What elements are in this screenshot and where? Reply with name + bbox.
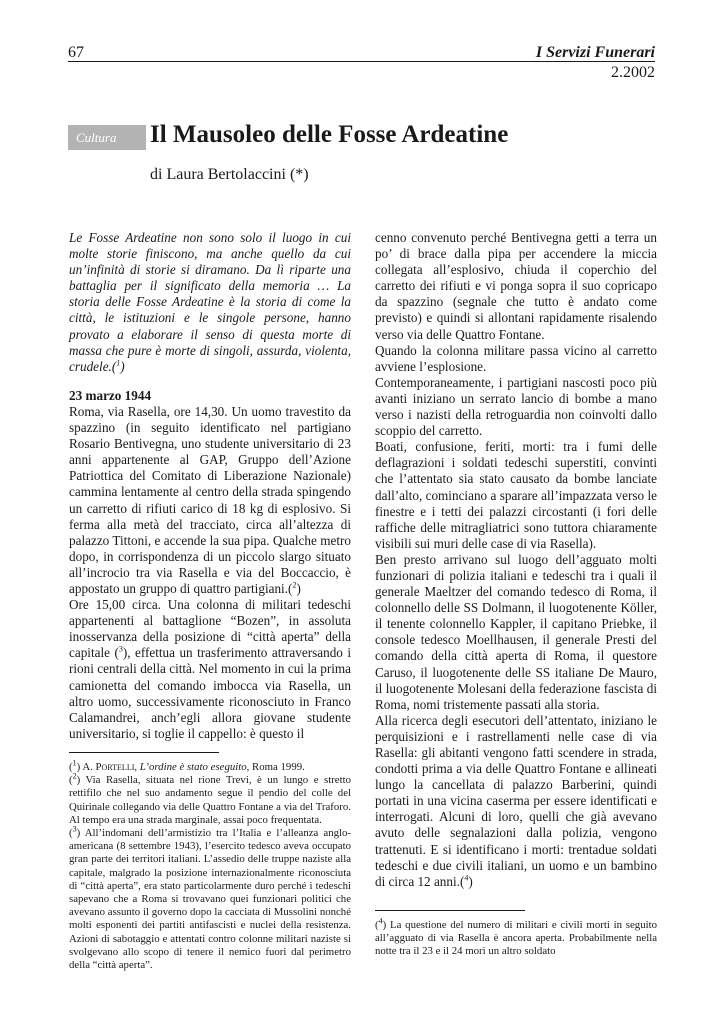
footnote-4: ($^4$) La questione del numero di militari e civili morti in seguito all’agguato di via Rasella è ancora aperta. Probabilmente nella notte tra il 23 e il 24 morì un altro soldato bbox=[375, 916, 657, 958]
page-number: 67 bbox=[68, 44, 84, 61]
footnote-ref: 3 bbox=[118, 644, 123, 654]
footnote-rule bbox=[375, 910, 525, 911]
issue-number: 2.2002 bbox=[611, 64, 655, 81]
right-column bbox=[375, 230, 657, 958]
paragraph-text: Roma, via Rasella, ore 14,30. Un uomo travestito da spazzino (in seguito identificato nel partigiano Rosario Bentivegna, uno studente universitario di 23 anni appartenente al GAP, Gruppo dell’Azione Patriottica del Comitato di Liberazione Nazionale) cammina lentamente al centro della strada spingendo un carretto di rifiuti carico di 18 kg di esplosivo. Si ferma alla metà del tracciato, circa all’altezza di palazzo Tittoni, e accende la sua pipa. Qualche metro dopo, in corrispondenza di un piccolo slargo situato all’incrocio tra via Rasella e via del Boccaccio, è appostato un gruppo di quattro partigiani. bbox=[69, 403, 351, 596]
paragraph: Roma, via Rasella, ore 14,30. Un uomo travestito da spazzino (in seguito identificato nel partigiano Rosario Bentivegna, uno studente universitario di 23 anni appartenente al GAP, Gruppo dell’Azione Patriottica del Comitato di Liberazione Nazionale) cammina lentamente al centro della strada spingendo un carretto di rifiuti carico di 18 kg di esplosivo. Si ferma alla metà del tracciato, circa all’altezza di palazzo Tittoni, e accende la sua pipa. Qualche metro dopo, in corrispondenza di un piccolo slargo situato all’incrocio tra via Rasella e via del Boccaccio, è appostato un gruppo di quattro partigiani.($^2$) bbox=[69, 403, 351, 596]
paragraph-text: ), effettua un trasferimento attraversando i rioni centrali della città. Nel momento in cui la prima camionetta del comando imbocca via Rasella, un altro uomo, successivamente riconosciuto in Franco Calamandrei, anch’egli allora giovane studente universitario, si toglie il cappello: è questo il bbox=[69, 645, 351, 741]
paragraph: Quando la colonna militare passa vicino al carretto avviene l’esplosione. bbox=[375, 342, 657, 374]
paragraph: Alla ricerca degli esecutori dell’attentato, iniziano le perquisizioni e i rastrellamenti nelle case di via Rasella: gli abitanti vengono fatti scendere in strada, condotti prima a via delle Quattro Fontane e allineati lungo la cancellata di palazzo Barberini, quindi portati in una vicina caserma per essere identificati e interrogati. Alcuni di loro, quelli che già avevano avuto delle segnalazioni dalla polizia, vengono trattenuti. E si identificano i morti: trentadue soldati tedeschi e due civili italiani, un uomo e un bambino di circa 12 anni.($^4$) bbox=[375, 712, 657, 889]
footnote-work: L’ordine è stato eseguito bbox=[139, 760, 247, 773]
paragraph bbox=[69, 597, 351, 742]
date-heading: 23 marzo 1944 bbox=[69, 387, 152, 403]
paragraph: Boati, confusione, feriti, morti: tra i fumi delle deflagrazioni i soldati tedeschi superstiti, convinti che l’attentato sia stato causato da bombe lanciate dall’alto, cominciano a sparare all’impazzata verso le finestre e i tetti dei palazzi circostanti (i fori delle raffiche delle mitragliatrici sono tuttora chiaramente visibili sui muri delle case di via Rasella). bbox=[375, 439, 657, 551]
paragraph: Ben presto arrivano sul luogo dell’agguato molti funzionari di polizia italiani e tedeschi tra i quali il generale Maeltzer del comando tedesco di Roma, il colonnello delle SS Dolmann, il luogotenente Köller, il tenente colonnello Kappler, il capitano Priebke, il console tedesco Moellhausen, il generale Presti del comando della città aperta di Roma, il questore Caruso, il luogotenente delle SS italiane De Mauro, il luogotenente Molesani della federazione fascista di Roma, nomi tristemente passati alla storia. bbox=[375, 551, 657, 712]
header-rule bbox=[68, 61, 655, 62]
footnote-ref: 4 bbox=[464, 873, 469, 883]
article-author: di Laura Bertolaccini (*) bbox=[150, 166, 309, 183]
footnotes bbox=[69, 758, 351, 972]
footnotes bbox=[375, 916, 657, 959]
footnote-author-initial: A. bbox=[82, 760, 96, 773]
footnote-text: Via Rasella, situata nel rione Trevi, è un lungo e stretto rettifilo che nel suo andamento segue il pendio del colle del Quirinale collegando via delle Quattro Fontane a via del Traforo. Al tempo era una strada marginale, assai poco frequentata. bbox=[69, 774, 351, 826]
paragraph-text: Ore 15,00 circa. Una colonna di militari tedeschi appartenenti al battaglione “Bozen”, in assoluta inosservanza della posizione di “città aperta” della capitale ( bbox=[69, 597, 351, 661]
footnote-ref: 1 bbox=[116, 358, 121, 368]
footnote-text: All’indomani dell’armistizio tra l’Italia e l’alleanza anglo-americana (8 settembre 1943), l’esercito tedesco aveva occupato gran parte dei territori italiani. L’assedio delle truppe naziste alla capitale, malgrado la posizione internazionalmente riconosciuta di “città aperta”, era stato particolarmente duro perché i tedeschi sapevano che a Roma si trovavano quei funzionari politici che avevano assunto il governo dopo la cacciata di Mussolini nonché molti esponenti dei partiti antifascisti e nuclei della resistenza. Azioni di sabotaggio e attentati contro colonne militari naziste si svolgevano allo scopo di tenere il nemico fuori dal perimetro della “città aperta”. bbox=[69, 826, 351, 971]
paragraph-text: Alla ricerca degli esecutori dell’attentato, iniziano le perquisizioni e i rastrellamenti nelle case di via Rasella: gli abitanti vengono fatti scendere in strada, condotti prima a via delle Quattro Fontane e allineati lungo la cancellata di palazzo Barberini, quindi portati in una vicina caserma per essere identificati e interrogati. Alcuni di loro, quelli che già avevano avuto delle segnalazioni dalla polizia, vengono trattenuti. E si identificano i morti: trentadue soldati tedeschi e due civili italiani, un uomo e un bambino di circa 12 anni. bbox=[375, 712, 657, 889]
footnote-separator: , bbox=[134, 760, 140, 773]
footnote-rest: , Roma 1999. bbox=[246, 760, 305, 773]
footnote-ref: 2 bbox=[292, 580, 297, 590]
paragraph: cenno convenuto perché Bentivegna getti a terra un po’ di brace dalla pipa per accendere la miccia collegata all’esplosivo, chiuda il coperchio del carretto dei rifiuti e vi ponga sopra il suo copricapo da spazzino (segnale che tutto è andato come previsto) e quindi si allontani rapidamente risalendo verso via delle Quattro Fontane. bbox=[375, 230, 657, 342]
footnote-rule bbox=[69, 752, 219, 753]
section-tag: Cultura bbox=[68, 125, 146, 150]
footnote-3: ($^3$) All’indomani dell’armistizio tra l’Italia e l’alleanza anglo-americana (8 settembre 1943), l’esercito tedesco aveva occupato gran parte dei territori italiani. L’assedio delle truppe naziste alla capitale, malgrado la posizione internazionalmente riconosciuta di “città aperta”, era stato particolarmente duro perché i tedeschi sapevano che a Roma si trovavano quei funzionari politici che avevano assunto il governo dopo la cacciata di Mussolini nonché molti esponenti dei partiti antifascisti e nuclei della resistenza. Azioni di sabotaggio e attentati contro colonne militari naziste si svolgevano allo scopo di tenere il nemico fuori dal perimetro della “città aperta”. bbox=[69, 824, 351, 971]
footnote-number: 2 bbox=[72, 771, 77, 781]
paragraph: Contemporaneamente, i partigiani nascosti poco più avanti iniziano un serrato lancio di bombe a mano verso i nazisti della retroguardia non coinvolti dallo scoppio del carretto. bbox=[375, 374, 657, 439]
footnote-text: La questione del numero di militari e civili morti in seguito all’agguato di via Rasella è ancora aperta. Probabilmente nella notte tra il 23 e il 24 morì un altro soldato bbox=[375, 918, 657, 958]
footnote-1: ($^1$) A. Portelli, L’ordine è stato eseguito, Roma 1999. bbox=[69, 758, 305, 773]
left-column bbox=[69, 230, 351, 972]
journal-title: I Servizi Funerari bbox=[535, 44, 655, 61]
abstract-text: Le Fosse Ardeatine non sono solo il luogo in cui molte storie finiscono, ma anche quello da cui un’infinità di storie si diramano. Da lì riparte una battaglia per il significato della memoria … La storia delle Fosse Ardeatine è la storia di come la città, le istituzioni e le singole persone, hanno provato a elaborare il senso di questa morte di massa che pure è morte di singoli, assurda, violenta, crudele. bbox=[69, 230, 351, 374]
footnote-number: 4 bbox=[378, 916, 383, 926]
abstract: Le Fosse Ardeatine non sono solo il luogo in cui molte storie finiscono, ma anche quello da cui un’infinità di storie si diramano. Da lì riparte una battaglia per il significato della memoria … La storia delle Fosse Ardeatine è la storia di come la città, le istituzioni e le singole persone, hanno provato a elaborare il senso di questa morte di massa che pure è morte di singoli, assurda, violenta, crudele.($^1$) bbox=[69, 230, 351, 374]
footnote-number: 1 bbox=[72, 758, 77, 768]
article-title: Il Mausoleo delle Fosse Ardeatine bbox=[150, 121, 509, 148]
footnote-number: 3 bbox=[72, 824, 77, 834]
footnote-2: ($^2$) Via Rasella, situata nel rione Trevi, è un lungo e stretto rettifilo che nel suo andamento segue il pendio del colle del Quirinale collegando via delle Quattro Fontane a via del Traforo. Al tempo era una strada marginale, assai poco frequentata. bbox=[69, 771, 351, 826]
footnote-author: Portelli bbox=[95, 760, 135, 773]
